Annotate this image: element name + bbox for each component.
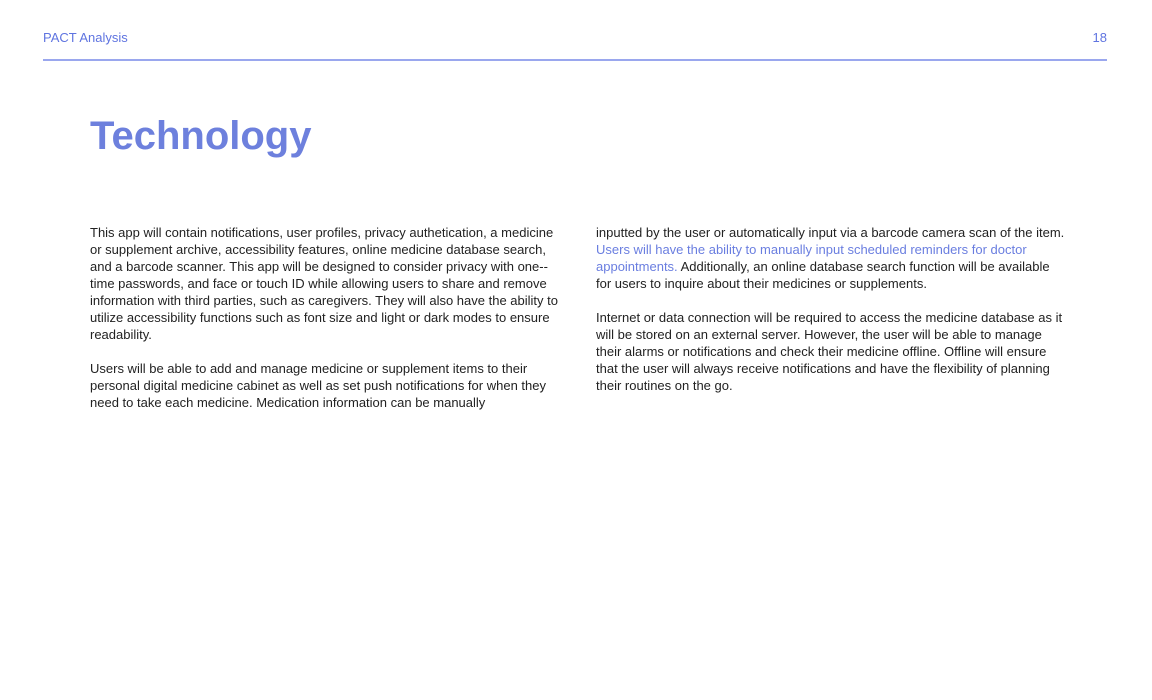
highlighted-text: Users will have the ability to manually input scheduled reminders for doctor appointments. — [596, 242, 1027, 274]
paragraph-features: This app will contain notifications, user profiles, privacy authetication, a medicine or supplement archive, accessibility features, online medicine database search, and a barcode scanner. This app will be designed to consider privacy with one--time passwords, and face or touch ID while allowing users to share and remove information with third parties, such as caregivers. They will also have the ability to utilize accessibility functions such as font size and light or dark modes to ensure readability. — [90, 225, 558, 342]
paragraph-medicine-management: Users will be able to add and manage medicine or supplement items to their personal digital medicine cabinet as well as set push notifications for when they need to take each medicine. Medication information can be manually — [90, 361, 546, 410]
page-number: 18 — [1092, 30, 1107, 45]
page-header — [43, 28, 1107, 61]
document-title: PACT Analysis — [43, 30, 128, 45]
paragraph-connectivity: Internet or data connection will be required to access the medicine database as it will be stored on an external server. However, the user will be able to manage their alarms or notifications and check their medicine offline. Offline will ensure that the user will always receive notifications and have the flexibility of planning their routines on the go. — [596, 310, 1063, 393]
body-column-right — [596, 224, 1066, 411]
page-title: Technology — [90, 114, 312, 158]
body-column-left — [90, 224, 562, 428]
paragraph-text: Additionally, an online database search function will be available for users to inquire about their medicines or supplements. — [596, 259, 1050, 291]
paragraph-input-and-search — [596, 224, 1066, 292]
paragraph-text: inputted by the user or automatically input via a barcode camera scan of the item. — [596, 225, 1065, 240]
